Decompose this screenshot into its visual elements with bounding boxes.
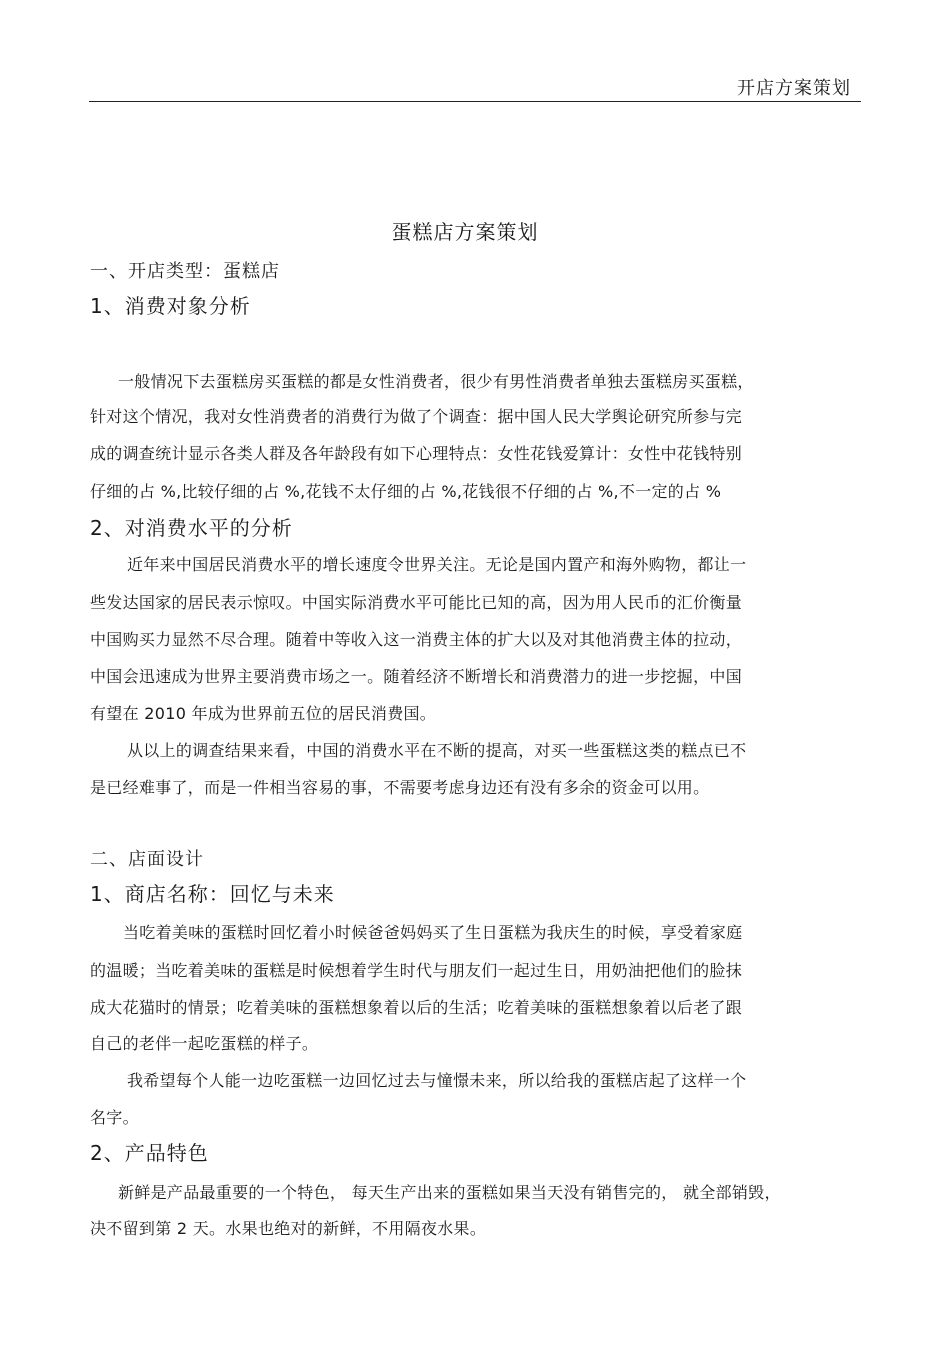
paragraph-line: 针对这个情况，我对女性消费者的消费行为做了个调查：据中国人民大学舆论研究所参与完	[90, 407, 743, 426]
section1-heading: 一、开店类型：蛋糕店	[90, 261, 280, 282]
paragraph-line: 一般情况下去蛋糕房买蛋糕的都是女性消费者，很少有男性消费者单独去蛋糕房买蛋糕，	[118, 372, 754, 391]
page-header	[89, 70, 861, 102]
paragraph-line: 成的调查统计显示各类人群及各年龄段有如下心理特点：女性花钱爱算计：女性中花钱特别	[90, 444, 743, 463]
paragraph-line: 从以上的调查结果来看，中国的消费水平在不断的提高，对买一些蛋糕这类的糕点已不	[127, 741, 747, 760]
header-text: 开店方案策划	[737, 78, 851, 99]
paragraph-line: 些发达国家的居民表示惊叹。中国实际消费水平可能比已知的高，因为用人民币的汇价衡量	[90, 593, 743, 612]
paragraph-line: 自己的老伴一起吃蛋糕的样子。	[90, 1034, 319, 1053]
paragraph-line: 的温暖；当吃着美味的蛋糕是时候想着学生时代与朋友们一起过生日，用奶油把他们的脸抹	[90, 961, 743, 980]
section1-sub1-heading: 1、消费对象分析	[90, 294, 251, 318]
paragraph-line: 成大花猫时的情景；吃着美味的蛋糕想象着以后的生活；吃着美味的蛋糕想象着以后老了跟	[90, 998, 743, 1017]
paragraph-line: 是已经难事了，而是一件相当容易的事，不需要考虑身边还有没有多余的资金可以用。	[90, 778, 710, 797]
section2-heading: 二、店面设计	[90, 849, 204, 870]
section1-sub2-heading: 2、对消费水平的分析	[90, 516, 293, 540]
paragraph-line: 中国会迅速成为世界主要消费市场之一。随着经济不断增长和消费潜力的进一步挖掘，中国	[90, 667, 743, 686]
document-title: 蛋糕店方案策划	[391, 220, 539, 244]
paragraph-line: 当吃着美味的蛋糕时回忆着小时候爸爸妈妈买了生日蛋糕为我庆生的时候，享受着家庭	[123, 923, 743, 942]
paragraph-line: 决不留到第 2 天。水果也绝对的新鲜，不用隔夜水果。	[90, 1219, 487, 1238]
section2-sub2-heading: 2、产品特色	[90, 1141, 209, 1165]
section2-sub1-heading: 1、商店名称：回忆与未来	[90, 882, 335, 906]
paragraph-line: 新鲜是产品最重要的一个特色， 每天生产出来的蛋糕如果当天没有销售完的， 就全部销毁，	[118, 1183, 781, 1202]
paragraph-line: 中国购买力显然不尽合理。随着中等收入这一消费主体的扩大以及对其他消费主体的拉动，	[90, 630, 743, 649]
paragraph-line: 仔细的占 %,比较仔细的占 %,花钱不太仔细的占 %,花钱很不仔细的占 %,不一定的占 %	[90, 482, 722, 501]
paragraph-line: 我希望每个人能一边吃蛋糕一边回忆过去与憧憬未来，所以给我的蛋糕店起了这样一个	[127, 1071, 747, 1090]
paragraph-line: 近年来中国居民消费水平的增长速度令世界关注。无论是国内置产和海外购物，都让一	[127, 555, 747, 574]
paragraph-line: 名字。	[90, 1108, 139, 1127]
paragraph-line: 有望在 2010 年成为世界前五位的居民消费国。	[90, 704, 437, 723]
